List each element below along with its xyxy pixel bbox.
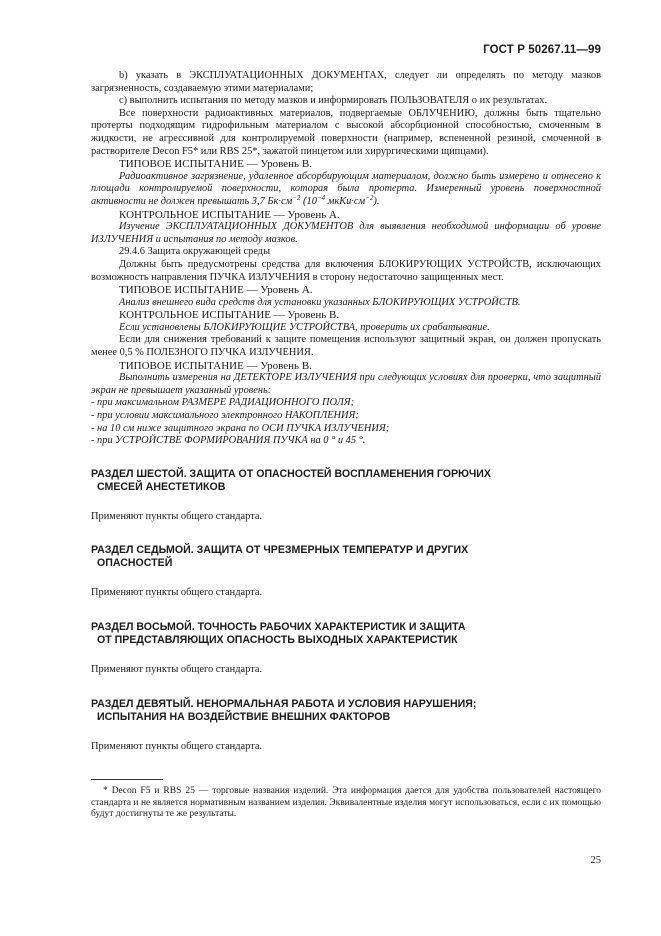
section-heading-line: ИСПЫТАНИЯ НА ВОЗДЕЙСТВИЕ ВНЕШНИХ ФАКТОРОВ [97,710,391,723]
section-heading-line: ОПАСНОСТЕЙ [97,557,173,570]
interlock-paragraph: Должны быть предусмотрены средства для включения БЛОКИРУЮЩИХ УСТРОЙСТВ, исключающих возможность направления ПУЧКА ИЗЛУЧЕНИЯ в сторону недостаточно защищенных мест. [91,258,601,283]
section-six-heading [91,468,601,494]
interlock-analysis-paragraph: Анализ внешнего вида средств для установки указанных БЛОКИРУЮЩИХ УСТРОЙСТВ. [119,296,521,308]
interlock-check-paragraph: Если установлены БЛОКИРУЮЩИЕ УСТРОЙСТВА, проверить их срабатывание. [119,321,490,333]
section-heading-line: РАЗДЕЛ ВОСЬМОЙ. ТОЧНОСТЬ РАБОЧИХ ХАРАКТЕРИСТИК И ЗАЩИТА [91,621,466,633]
section-eight-text: Применяют пункты общего стандарта. [91,664,263,675]
docs-study-paragraph: Изучение ЭКСПЛУАТАЦИОННЫХ ДОКУМЕНТОВ для выявления необходимой информации об уровне ИЗЛУЧЕНИЯ и испытания по методу мазков. [91,221,601,245]
detector-measure-paragraph: Выполнить измерения на ДЕТЕКТОРЕ ИЗЛУЧЕНИЯ при следующих условиях для проверки, что защитный экран не превышает указанный уровень: [91,372,601,396]
document-body [91,70,601,753]
type-test-label: ТИПОВОЕ ИСПЫТАНИЕ — Уровень В. [119,359,312,372]
contamination-text-a: Радиоактивное загрязнение, удаленное абсорбирующим материалом, должно быть измерено и отнесено к площади контролируемой поверхности, которая была протерта. Измеренный уровень поверхностной активности не должен превышать 3,7 Бк·см [91,170,601,207]
condition-list-item: - на 10 см ниже защитного экрана по ОСИ ПУЧКА ИЗЛУЧЕНИЯ; [91,422,390,434]
item-b-paragraph: b) указать в ЭКСПЛУАТАЦИОННЫХ ДОКУМЕНТАХ, следует ли определять по методу мазков загрязненность, создаваемую этими материалами; [91,70,601,94]
section-nine-heading [91,698,601,724]
section-seven-heading [91,544,601,570]
condition-list-item: - при максимальном РАЗМЕРЕ РАДИАЦИОННОГО ПОЛЯ; [91,397,355,409]
document-header: ГОСТ Р 50267.11—99 [483,44,601,56]
section-heading-line: РАЗДЕЛ ШЕСТОЙ. ЗАЩИТА ОТ ОПАСНОСТЕЙ ВОСПЛАМЕНЕНИЯ ГОРЮЧИХ [91,467,491,480]
section-eight-heading [91,621,601,647]
contamination-text-c: мкКи·см [325,195,366,207]
condition-list-item: - при УСТРОЙСТВЕ ФОРМИРОВАНИЯ ПУЧКА на 0 ° и 45 °. [91,435,366,447]
section-seven-text: Применяют пункты общего стандарта. [91,587,263,599]
section-heading-line: РАЗДЕЛ ДЕВЯТЫЙ. НЕНОРМАЛЬНАЯ РАБОТА И УСЛОВИЯ НАРУШЕНИЯ; [91,697,477,710]
exponent: −2 [365,193,374,202]
condition-list-item: - при условии максимального электронного НАКОПЛЕНИЯ; [91,410,359,422]
section-heading-line: СМЕСЕЙ АНЕСТЕТИКОВ [97,480,226,493]
surface-wipe-paragraph: Все поверхности радиоактивных материалов, подвергаемые ОБЛУЧЕНИЮ, должны быть тщательно протерты подходящим гидрофильным материалом с высокой абсорбционной способностью, смоченным в жидкости, не агрессивной для контролируемой поверхности (например, вспененной резиной, смоченной в растворителе Decon F5* или RBS 25*, зажатой пинцетом или хирургическими щипцами). [91,107,601,157]
exponent: −4 [316,193,326,202]
control-test-label: КОНТРОЛЬНОЕ ИСПЫТАНИЕ — Уровень А. [119,208,340,221]
page-number: 25 [590,855,601,866]
footnote: * Decon F5 и RBS 25 — торговые названия изделий. Эта информация дается для удобства пользователей настоящего стандарта и не является нормативным названием изделия. Эквивалентные изделия могут использоваться, если с их помощью будут достигнуты те же результаты. [91,786,601,820]
footnote-divider [91,779,163,780]
item-c-paragraph: c) выполнить испытания по методу мазков и информировать ПОЛЬЗОВАТЕЛЯ о их результатах. [119,95,548,107]
section-heading-line: РАЗДЕЛ СЕДЬМОЙ. ЗАЩИТА ОТ ЧРЕЗМЕРНЫХ ТЕМПЕРАТУР И ДРУГИХ [91,544,469,557]
shield-paragraph: Если для снижения требований к защите помещения используют защитный экран, он должен пропускать менее 0,5 % ПОЛЕЗНОГО ПУЧКА ИЗЛУЧЕНИЯ. [91,334,601,359]
contamination-text-b: (10 [300,195,317,207]
section-nine-text: Применяют пункты общего стандарта. [91,740,263,752]
contamination-measure-paragraph [91,171,601,209]
section-six-text: Применяют пункты общего стандарта. [91,510,263,522]
type-test-label: ТИПОВОЕ ИСПЫТАНИЕ — Уровень А. [119,284,313,297]
type-test-label: ТИПОВОЕ ИСПЫТАНИЕ — Уровень В. [119,158,312,171]
subclause-heading: 29.4.6 Защита окружающей среды [119,246,271,258]
exponent: −2 [292,193,301,202]
section-heading-line: ОТ ПРЕДСТАВЛЯЮЩИХ ОПАСНОСТЬ ВЫХОДНЫХ ХАРАКТЕРИСТИК [97,634,458,646]
contamination-text-d: ). [373,195,380,207]
control-test-label: КОНТРОЛЬНОЕ ИСПЫТАНИЕ — Уровень В. [119,309,340,322]
